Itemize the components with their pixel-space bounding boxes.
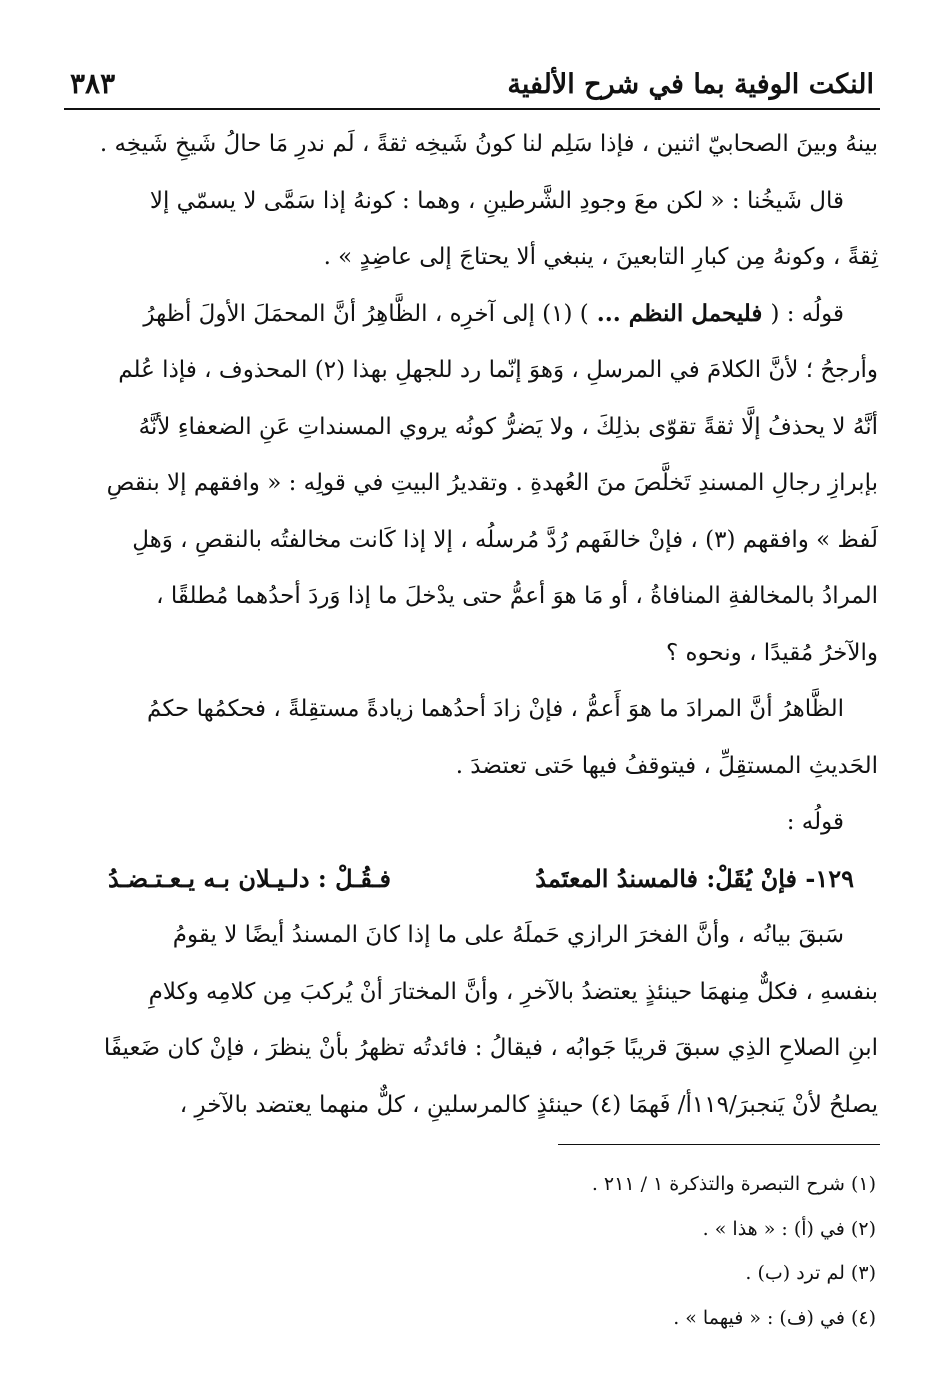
text-line: سَبقَ بيانُه ، وأنَّ الفخرَ الرازي حَملَهُ على ما إذا كانَ المسندُ أيضًا لا يقومُ bbox=[172, 922, 844, 948]
text-line: والآخرُ مُقيدًا ، ونحوه ؟ bbox=[665, 639, 878, 666]
quote-lead: قولُه : ( bbox=[770, 300, 844, 327]
text-line: الظَّاهرُ أنَّ المرادَ ما هوَ أَعمُّ ، فإنْ زادَ أحدُهما زيادةً مستقِلةً ، فحكمُها حكمُ bbox=[147, 696, 844, 722]
footnote: (٢) في (أ) : « هذا » . bbox=[702, 1217, 876, 1240]
footnotes bbox=[64, 1162, 880, 1340]
running-title: النكت الوفية بما في شرح الألفية bbox=[507, 69, 874, 100]
verse-line bbox=[64, 851, 878, 908]
text-line: قولُه : bbox=[786, 809, 844, 835]
main-text bbox=[64, 116, 880, 1133]
text-line: يصلحُ لأنْ يَنجبرَ/١١٩أ/ فَهمَا (٤) حينئذٍ كالمرسلينِ ، كلٌّ منهما يعتضد بالآخرِ ، bbox=[179, 1091, 878, 1118]
quoted-verse-fragment: فليحمل النظم ... bbox=[588, 299, 771, 327]
footnote-separator bbox=[558, 1144, 880, 1145]
page-header bbox=[64, 54, 880, 110]
text-line: ابنِ الصلاحِ الذِي سبقَ قريبًا جَوابُه ، فيقالُ : فائدتُه تظهرُ بأنْ ينظرَ ، فإنْ كان ضَعيفًا bbox=[103, 1035, 878, 1061]
text-line: الحَديثِ المستقِلِّ ، فيتوقفُ فيها حَتى تعتضدَ . bbox=[455, 752, 878, 779]
verse-first-hemistich: ١٢٩- فإنْ يُقَلْ: فالمسندُ المعتَمدُ bbox=[535, 863, 854, 893]
text-line: قال شَيخُنا : « لكن معَ وجودِ الشَّرطينِ ، وهما : كونهُ إذا سَمَّى لا يسمّي إلا bbox=[149, 187, 844, 214]
text-line: بنفسهِ ، فكلٌّ مِنهمَا حينئذٍ يعتضدُ بالآخرِ ، وأنَّ المختارَ أنْ يُركبَ مِن كلامِه وكلامِ bbox=[148, 978, 878, 1005]
text-line: بإبرازِ رجالِ المسندِ تَخلَّصَ منَ العُهدةِ . وتقديرُ البيتِ في قولِه : « وافقهم إلا بنقصِ bbox=[106, 470, 878, 496]
text-line: المرادُ بالمخالفةِ المنافاةُ ، أو مَا هوَ أعمُّ حتى يدْخلَ ما إذا وَردَ أحدُهما مُطلقًا ، bbox=[156, 583, 878, 609]
text-line: لَفظ » وافقهم (٣) ، فإنْ خالفَهم رُدَّ مُرسلُه ، إلا إذا كَانت مخالفتُه بالنقصِ ، وَهلِ bbox=[132, 526, 878, 553]
text-line: أنَّهُ لا يحذفُ إلَّا ثقةً تقوّى بذلِكَ ، ولا يَضرُّ كونُه يروي المسنداتِ عَنِ الضعفاءِ لأنَّهُ bbox=[138, 413, 878, 440]
footnote: (٤) في (ف) : « فيهما » . bbox=[673, 1306, 876, 1329]
text-line: ثِقةً ، وكونهُ مِن كبارِ التابعينَ ، ينبغي ألا يحتاجَ إلى عاضِدٍ » . bbox=[323, 244, 878, 270]
text-line: بينهُ وبينَ الصحابيّ اثنين ، فإذا سَلِم لنا كونُ شَيخِه ثقةً ، لَم ندرِ مَا حالُ شَيخِ شَيخِه . bbox=[99, 131, 878, 157]
quote-rest: ) (١) إلى آخرِه ، الظَّاهِرُ أنَّ المحمَلَ الأولَ أظهرُ bbox=[143, 300, 589, 327]
text-line: وأرجحُ ؛ لأنَّ الكلامَ في المرسلِ ، وَهوَ إنّما رد للجهلِ بهذا (٢) المحذوف ، فإذا عُلم bbox=[118, 357, 878, 383]
page-number: ٣٨٣ bbox=[70, 67, 116, 100]
footnote: (٣) لم ترد (ب) . bbox=[745, 1262, 876, 1284]
text-line bbox=[64, 286, 878, 343]
verse-second-hemistich: فـقُـلْ : دلـيـلان بـه يـعـتـضـدُ bbox=[108, 863, 391, 893]
footnote: (١) شرح التبصرة والتذكرة ١ / ٢١١ . bbox=[591, 1173, 876, 1195]
